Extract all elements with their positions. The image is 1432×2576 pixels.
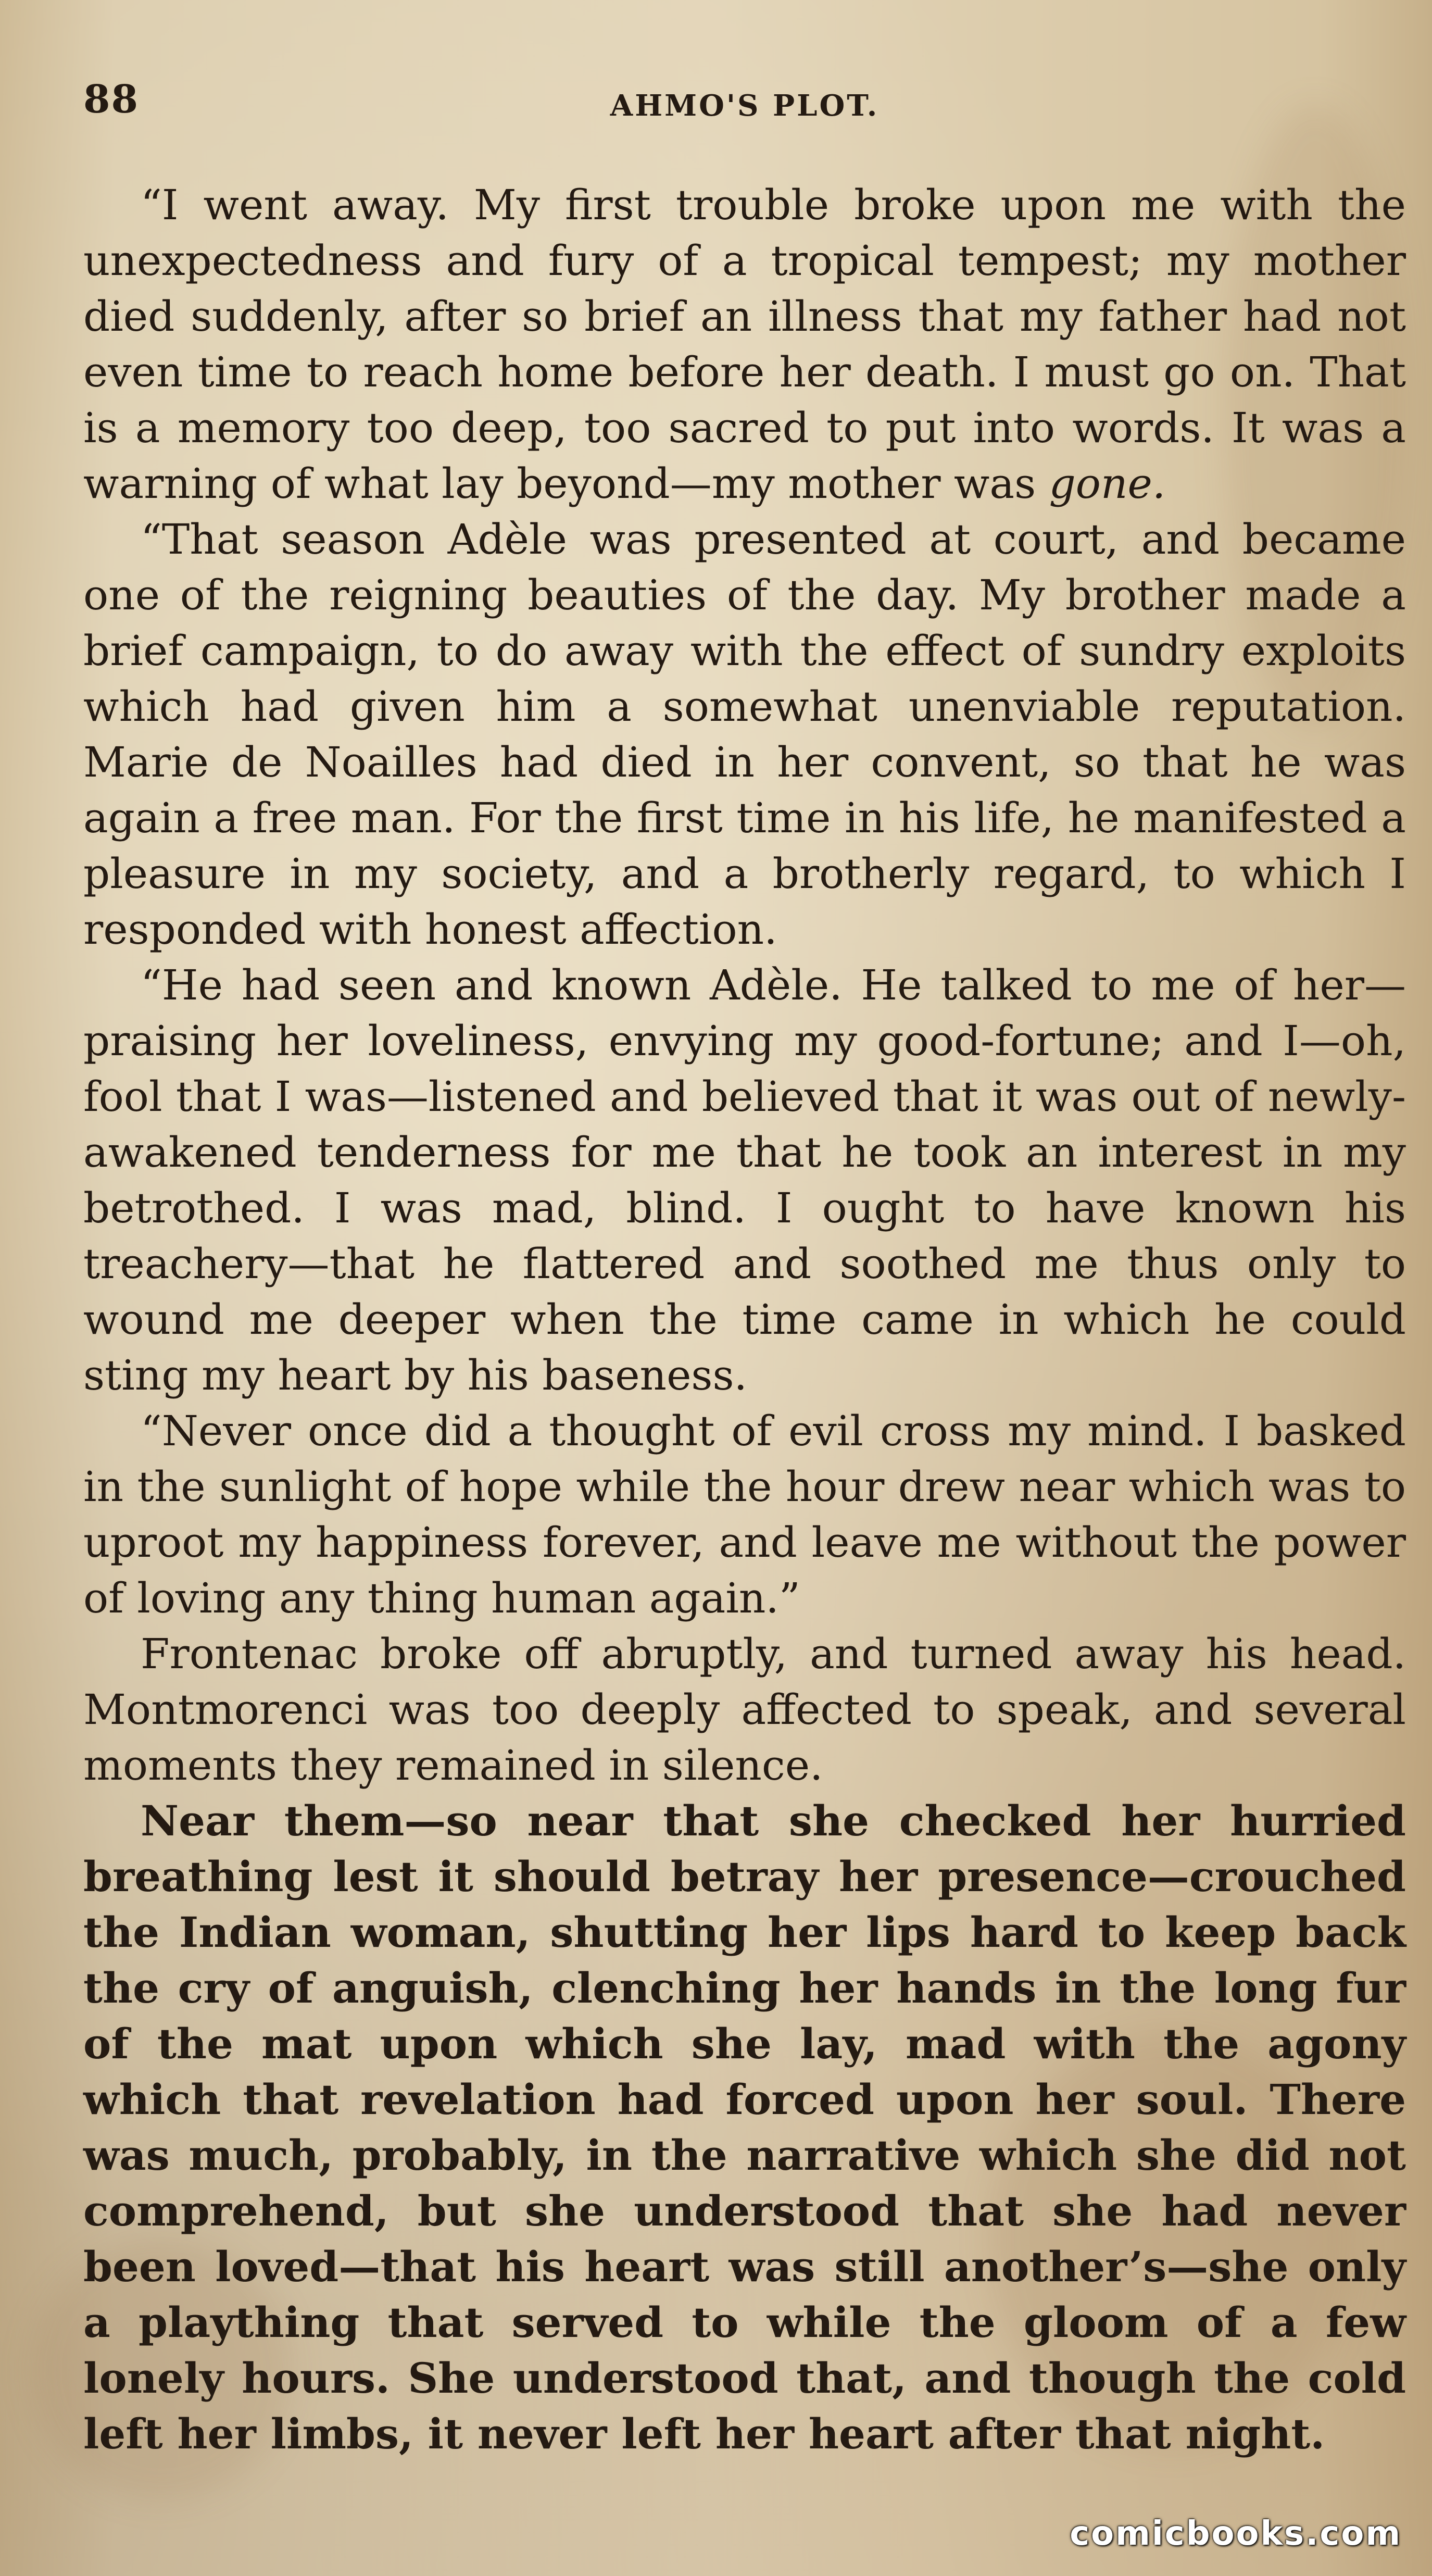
page-header	[83, 77, 1406, 134]
paragraph: “He had seen and known Adèle. He talked to me of her—praising her loveliness, envying my good-fortune; and I—oh, fool that I was—listened and believed that it was out of newly-awakened tenderness for me that he took an interest in my betrothed. I was mad, blind. I ought to have known his treachery—that he flattered and soothed me thus only to wound me deeper when the time came in which he could sting my heart by his baseness.	[83, 961, 1406, 1399]
page-number: 88	[83, 77, 139, 122]
paragraph: Frontenac broke off abruptly, and turned away his head. Montmorenci was too deeply affected to speak, and several moments they remained in silence.	[83, 1630, 1406, 1790]
paragraph: Near them—so near that she checked her hurried breathing lest it should betray her presence—crouched the Indian woman, shutting her lips hard to keep back the cry of anguish, clenching her hands in the long fur of the mat upon which she lay, mad with the agony which that revelation had forced upon her soul. There was much, probably, in the narrative which she did not comprehend, but she understood that she had never been loved—that his heart was still another’s—she only a plaything that served to while the gloom of a few lonely hours. She understood that, and though the cold left her limbs, it never left her heart after that night.	[83, 1796, 1406, 2458]
paragraph	[83, 177, 1406, 511]
paragraph: “Never once did a thought of evil cross my mind. I basked in the sunlight of hope while the hour drew near which was to uproot my happiness forever, and leave me without the power of loving any thing human again.”	[83, 1407, 1406, 1622]
watermark: comicbooks.com	[1070, 2515, 1402, 2553]
running-head: AHMO'S PLOT.	[610, 89, 880, 123]
paragraph-text: “I went away. My first trouble broke upon me with the unexpectedness and fury of a tropical tempest; my mother died suddenly, after so brief an illness that my father had not even time to reach home before her death. I must go on. That is a memory too deep, too sacred to put into words. It was a warning of what lay beyond—my mother was	[83, 181, 1406, 508]
body-text	[83, 177, 1406, 2462]
paragraph: “That season Adèle was presented at court, and became one of the reigning beauties of the day. My brother made a brief campaign, to do away with the effect of sundry exploits which had given him a somewhat unenviable reputation. Marie de Noailles had died in her convent, so that he was again a free man. For the first time in his life, he manifested a pleasure in my society, and a brotherly regard, to which I responded with honest affection.	[83, 515, 1406, 954]
emphasis-text: gone.	[1049, 459, 1166, 508]
